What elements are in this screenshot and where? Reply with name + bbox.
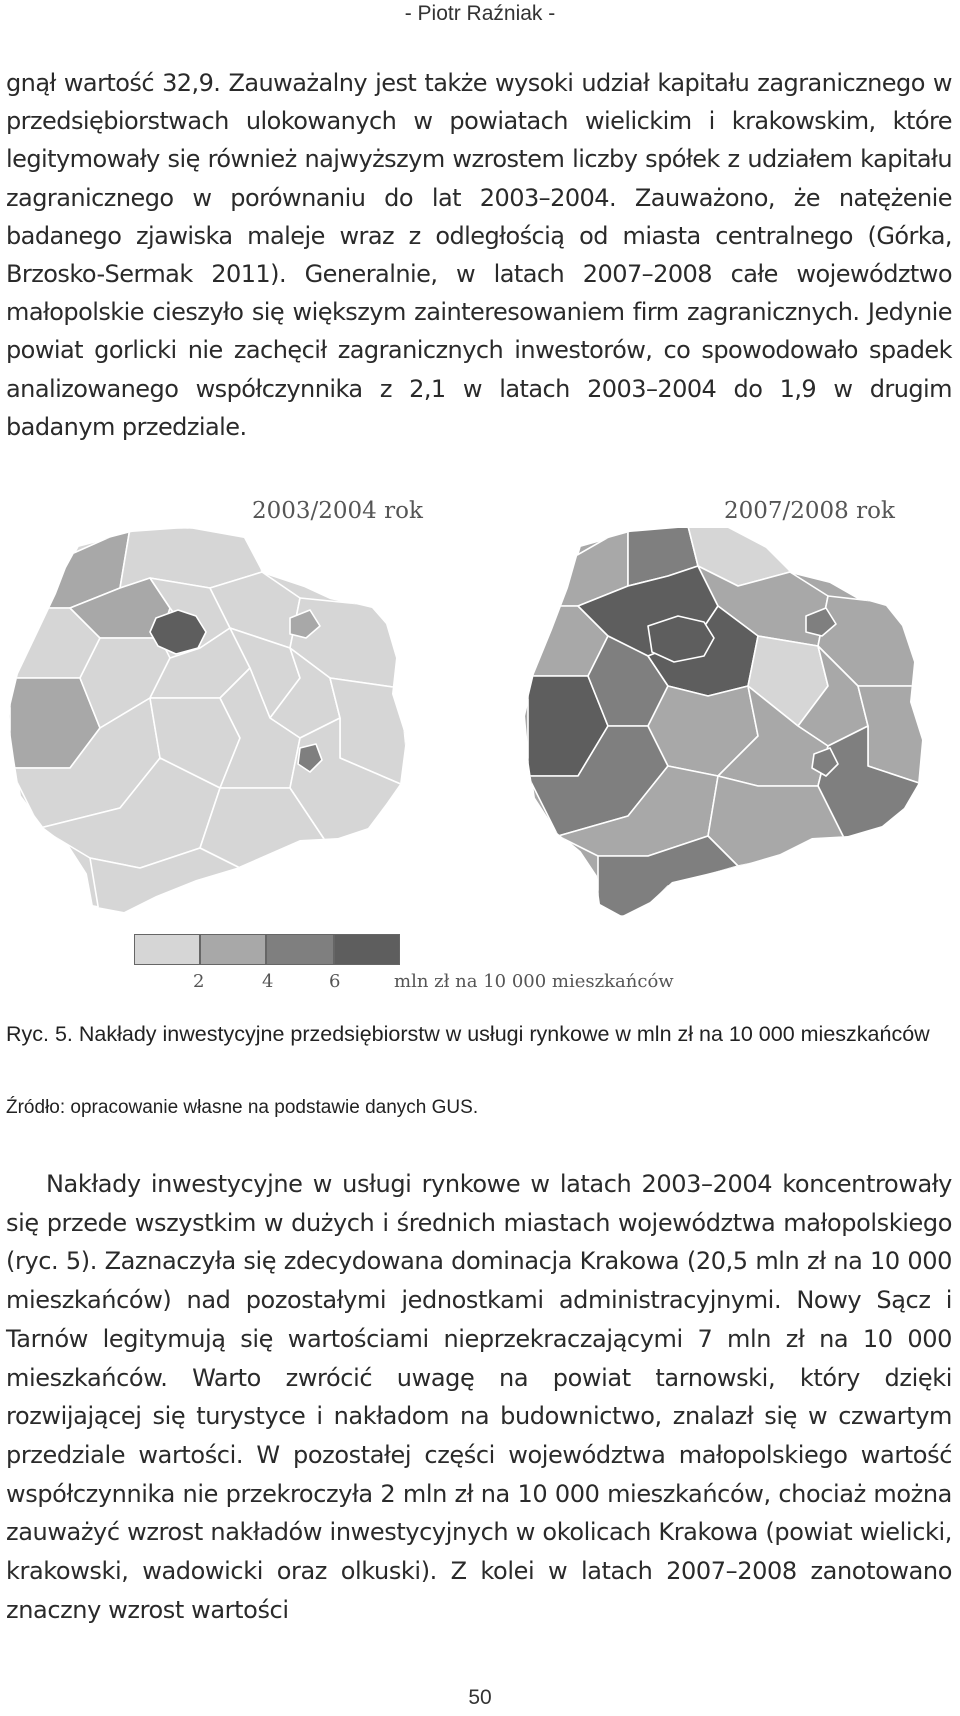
paragraph-1: gnął wartość 32,9. Zauważalny jest także wysoki udział kapitału zagranicznego w przedsiębiorstwach ulokowanych w powiatach wielickim i krakowskim, które legitymowały się również najwyższym wzrostem liczby spółek z udziałem kapitału zagranicznego w porównaniu do lat 2003–2004. Zauważono, że natężenie badanego zjawiska maleje wraz z odległością od miasta centralnego (Górka, Brzosko-Sermak 2011). Generalnie, w latach 2007–2008 całe województwo małopolskie cieszyło się większym zainteresowaniem firm zagranicznych. Jedynie powiat gorlicki nie zachęcił zagranicznych inwestorów, co spowodowało spadek analizowanego współczynnika z 2,1 w latach 2003–2004 do 1,9 w drugim badanym przedziale. [6,69,952,441]
map-title-2007-2008: 2007/2008 rok [724,498,895,524]
legend-swatch [334,934,400,965]
map-region-krakow [648,616,714,662]
legend-unit: mln zł na 10 000 mieszkańców [394,971,674,992]
paragraph-2: Nakłady inwestycyjne w usługi rynkowe w latach 2003–2004 koncentrowały się przede wszystkim w dużych i średnich miastach województwa małopolskiego (ryc. 5). Zaznaczyła się zdecydowana dominacja Krakowa (20,5 mln zł na 10 000 mieszkańców) nad pozostałymi jednostkami administracyjnymi. Nowy Sącz i Tarnów legitymują się wartościami nieprzekraczającymi 7 mln zł na 10 000 mieszkańców. Warto zwrócić uwagę na powiat tarnowski, który dzięki rozwijającej się turystyce i nakładom na budownictwo, znalazł się w czwartym przedziale wartości. W pozostałej części województwa małopolskiego wartość współczynnika nie przekroczyła 2 mln zł na 10 000 mieszkańców, chociaż można zauważyć wzrost nakładów inwestycyjnych w okolicach Krakowa (powiat wielicki, krakowski, wadowicki oraz olkuski). Z kolei w latach 2007–2008 zanotowano znaczny wzrost wartości [6,1170,952,1624]
legend-swatch [266,934,334,965]
figure-source: Źródło: opracowanie własne na podstawie danych GUS. [6,1097,479,1118]
legend-tick: 4 [262,971,274,992]
legend-tick: 2 [193,971,205,992]
map-2007-2008 [518,526,958,926]
legend-swatch [134,934,200,965]
legend-tick: 6 [329,971,341,992]
map-title-2003-2004: 2003/2004 rok [252,498,423,524]
legend-swatch [200,934,266,965]
page-number: 50 [468,1686,492,1709]
figure-caption: Ryc. 5. Nakłady inwestycyjne przedsiębiorstw w usługi rynkowe w mln zł na 10 000 mieszkańców [6,1022,930,1046]
map-2003-2004 [0,528,440,918]
running-header: - Piotr Raźniak - [404,2,556,25]
